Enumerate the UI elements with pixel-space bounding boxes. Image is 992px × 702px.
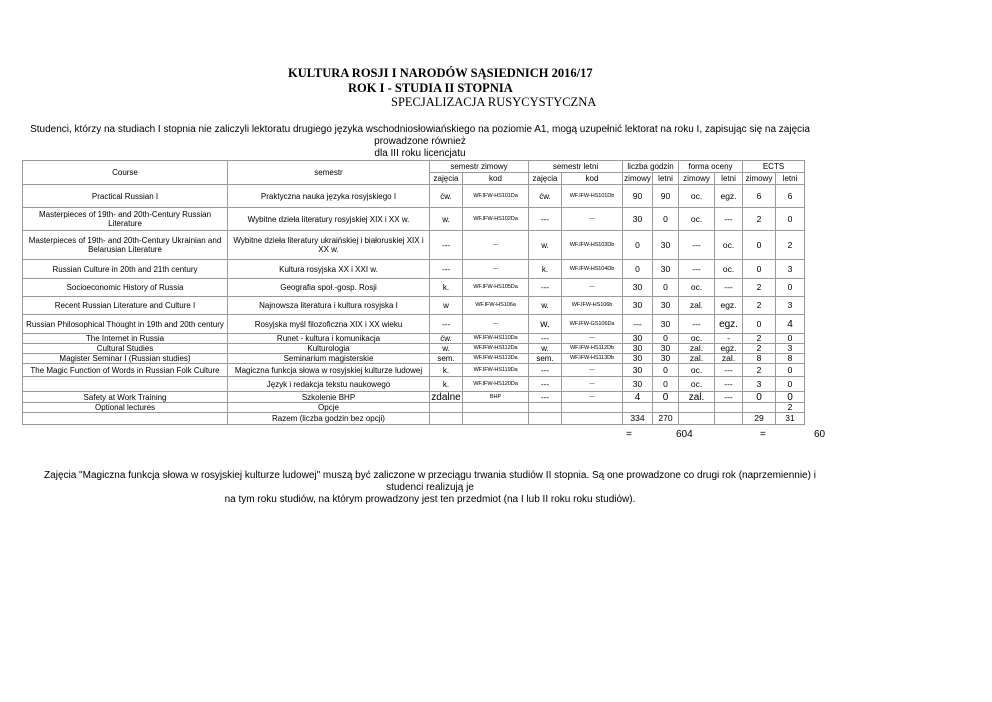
- ects-summer-cell: 0: [776, 279, 805, 297]
- ects-winter-cell: 2: [743, 297, 776, 315]
- table-row: [23, 297, 805, 315]
- ects-summer-cell: 0: [776, 364, 805, 377]
- summer-class-type-cell: ---: [529, 334, 562, 344]
- grading-summer-cell: ---: [715, 377, 743, 392]
- ects-summer-cell: 3: [776, 260, 805, 279]
- ects-winter-cell: 0: [743, 315, 776, 334]
- intro-line: dla III roku licencjatu: [374, 148, 466, 159]
- winter-code-cell: WF.IFW-HS102Da: [463, 208, 529, 231]
- semestr-cell: Magiczna funkcja słowa w rosyjskiej kulturze ludowej: [228, 364, 430, 377]
- ects-summer-cell: 3: [776, 344, 805, 354]
- summer-class-type-cell: w.: [529, 344, 562, 354]
- hours-winter-cell: 0: [623, 231, 653, 260]
- table-row: [23, 334, 805, 344]
- winter-code-cell: BHP: [463, 392, 529, 403]
- winter-code-cell: ---: [463, 260, 529, 279]
- grading-summer-cell: egz.: [715, 315, 743, 334]
- header-semestr: semestr: [228, 161, 430, 185]
- course-cell: Recent Russian Literature and Culture I: [23, 297, 228, 315]
- winter-class-type-cell: ---: [430, 260, 463, 279]
- winter-class-type-cell: w: [430, 297, 463, 315]
- summer-code-cell: WF.IFW-HS101Db: [562, 185, 623, 208]
- summer-class-type-cell: ---: [529, 208, 562, 231]
- grading-winter-cell: oc.: [679, 334, 715, 344]
- ects-summer-cell: 6: [776, 185, 805, 208]
- document-title: KULTURA ROSJI I NARODÓW SĄSIEDNICH 2016/17: [288, 66, 593, 80]
- grading-winter-cell: ---: [679, 260, 715, 279]
- course-cell: The Magic Function of Words in Russian Folk Culture: [23, 364, 228, 377]
- ects-total: 60: [814, 429, 826, 440]
- winter-class-type-cell: ćw.: [430, 334, 463, 344]
- hours-summer-cell: [653, 403, 679, 413]
- summer-code-cell: WF.IFW-HS103Db: [562, 231, 623, 260]
- hours-summer-cell: 0: [653, 334, 679, 344]
- ects-winter-cell: 2: [743, 344, 776, 354]
- winter-class-type-cell: w.: [430, 344, 463, 354]
- subheader-letni: letni: [776, 173, 805, 185]
- subheader-zajecia: zajęcia: [529, 173, 562, 185]
- summer-class-type-cell: w.: [529, 315, 562, 334]
- winter-code-cell: WF.IFW-HS120Da: [463, 377, 529, 392]
- grading-winter-cell: zal.: [679, 297, 715, 315]
- ects-summer-cell: 31: [776, 413, 805, 425]
- ects-winter-cell: 2: [743, 334, 776, 344]
- grading-winter-cell: oc.: [679, 377, 715, 392]
- header-forma-oceny: forma oceny: [679, 161, 743, 173]
- document-year-level: ROK I - STUDIA II STOPNIA: [348, 81, 513, 95]
- hours-summer-cell: 0: [653, 208, 679, 231]
- grading-summer-cell: [715, 413, 743, 425]
- hours-summer-cell: 0: [653, 377, 679, 392]
- summer-code-cell: ---: [562, 208, 623, 231]
- grading-summer-cell: oc.: [715, 260, 743, 279]
- winter-code-cell: ---: [463, 315, 529, 334]
- grading-winter-cell: oc.: [679, 279, 715, 297]
- summer-code-cell: ---: [562, 392, 623, 403]
- ects-winter-cell: 3: [743, 377, 776, 392]
- summer-code-cell: WF.IFW-HS112Db: [562, 344, 623, 354]
- hours-winter-cell: 30: [623, 364, 653, 377]
- summer-class-type-cell: sem.: [529, 354, 562, 364]
- winter-class-type-cell: zdalne: [431, 391, 461, 403]
- summer-class-type-cell: w.: [529, 231, 562, 260]
- subheader-zimowy: zimowy: [624, 174, 651, 183]
- footnote-line: Zajęcia "Magiczna funkcja słowa w rosyjskiej kulturze ludowej" muszą być zaliczone w przeciągu trwania studiów II stopnia. Są one prowadzone co drugi rok (naprzemiennie) i studenci realizują je: [44, 470, 816, 493]
- hours-winter-cell: 30: [623, 344, 653, 354]
- grading-winter-cell: zal.: [679, 354, 715, 364]
- semestr-cell: Geografia społ.-gosp. Rosji: [228, 279, 430, 297]
- winter-class-type-cell: [430, 403, 463, 413]
- summer-code-cell: WF.IFW-GS106Da: [562, 315, 623, 334]
- grading-summer-cell: ---: [715, 392, 743, 403]
- summer-class-type-cell: ---: [529, 364, 562, 377]
- semestr-cell: Kulturologia: [228, 344, 430, 354]
- ects-summer-cell: 2: [776, 403, 805, 413]
- grading-summer-cell: egz.: [715, 297, 743, 315]
- hours-summer-cell: 0: [653, 364, 679, 377]
- semestr-cell: Wybitne dzieła literatury ukraińskiej i białoruskiej XIX i XX w.: [228, 231, 430, 260]
- subheader-zimowy: zimowy: [679, 173, 715, 185]
- course-cell: Magister Seminar I (Russian studies): [23, 354, 228, 364]
- hours-winter-cell: 30: [623, 208, 653, 231]
- header-liczba-godzin: liczba godzin: [623, 161, 679, 173]
- summer-class-type-cell: w.: [529, 297, 562, 315]
- ects-winter-cell: 29: [743, 413, 776, 425]
- grading-summer-cell: egz.: [715, 344, 743, 354]
- grading-winter-cell: ---: [679, 231, 715, 260]
- ects-summer-cell: 3: [776, 297, 805, 315]
- summer-code-cell: ---: [562, 377, 623, 392]
- summer-class-type-cell: ---: [529, 392, 562, 403]
- winter-class-type-cell: [430, 413, 463, 425]
- winter-class-type-cell: ---: [430, 231, 463, 260]
- table-row: [23, 315, 805, 334]
- winter-code-cell: WF.IFW-HS106a: [463, 297, 529, 315]
- grading-winter-cell: zal.: [679, 344, 715, 354]
- winter-class-type-cell: ---: [430, 315, 463, 334]
- winter-class-type-cell: w.: [430, 208, 463, 231]
- hours-winter-cell: 30: [623, 297, 653, 315]
- intro-note: [20, 124, 820, 160]
- course-cell: The Internet in Russia: [23, 334, 228, 344]
- semestr-cell: Seminarium magisterskie: [228, 354, 430, 364]
- course-cell: Cultural Studies: [23, 344, 228, 354]
- table-row: [23, 392, 805, 403]
- table-row: [23, 403, 805, 413]
- hours-summer-cell: 270: [653, 413, 679, 425]
- ects-summer-cell: 2: [776, 231, 805, 260]
- hours-winter-cell: 30: [623, 377, 653, 392]
- ects-winter-cell: [743, 403, 776, 413]
- semestr-cell: Wybitne dzieła literatury rosyjskiej XIX i XX w.: [228, 208, 430, 231]
- winter-code-cell: WF.IFW-HS119Da: [463, 364, 529, 377]
- summer-class-type-cell: [529, 403, 562, 413]
- curriculum-table: [22, 160, 805, 425]
- ects-winter-cell: 0: [743, 392, 776, 403]
- course-cell: Safety at Work Training: [23, 392, 228, 403]
- course-cell: Socioeconomic History of Russia: [23, 279, 228, 297]
- winter-class-type-cell: k.: [430, 377, 463, 392]
- summer-class-type-cell: ---: [529, 377, 562, 392]
- summer-code-cell: WF.IFW-HS113Db: [562, 354, 623, 364]
- summer-code-cell: ---: [562, 334, 623, 344]
- ects-summer-cell: 8: [776, 354, 805, 364]
- subheader-zimowy: zimowy: [743, 173, 776, 185]
- winter-code-cell: WF.IFW-HS113Da: [463, 354, 529, 364]
- course-cell: [23, 413, 228, 425]
- winter-code-cell: WF.IFW-HS101Da: [463, 185, 529, 208]
- winter-code-cell: WF.IFW-HS110Da: [463, 334, 529, 344]
- hours-winter-cell: 0: [623, 260, 653, 279]
- semestr-cell: Runet - kultura i komunikacja: [228, 334, 430, 344]
- grading-summer-cell: ---: [715, 279, 743, 297]
- course-cell: [23, 377, 228, 392]
- ects-winter-cell: 2: [743, 208, 776, 231]
- winter-code-cell: ---: [463, 231, 529, 260]
- hours-winter-cell: 90: [623, 185, 653, 208]
- semestr-cell: Szkolenie BHP: [228, 392, 430, 403]
- footnote: [30, 470, 830, 506]
- hours-winter-cell: 30: [623, 334, 653, 344]
- grading-summer-cell: [715, 403, 743, 413]
- subheader-kod: kod: [463, 173, 529, 185]
- winter-class-type-cell: k.: [430, 279, 463, 297]
- table-row: [23, 185, 805, 208]
- subheader-letni: letni: [715, 173, 743, 185]
- semestr-cell: Najnowsza literatura i kultura rosyjska I: [228, 297, 430, 315]
- table-row: [23, 413, 805, 425]
- hours-equals: =: [626, 429, 632, 440]
- table-row: [23, 354, 805, 364]
- table-row: [23, 260, 805, 279]
- header-course: Course: [23, 161, 228, 185]
- grading-winter-cell: zal.: [679, 392, 715, 403]
- table-row: [23, 231, 805, 260]
- summer-class-type-cell: [529, 413, 562, 425]
- summer-code-cell: [562, 403, 623, 413]
- hours-summer-cell: 0: [653, 279, 679, 297]
- intro-line: Studenci, którzy na studiach I stopnia nie zaliczyli lektoratu drugiego języka wschodniosłowiańskiego na poziomie A1, mogą uzupełnić lektorat na roku I, zapisując się na zajęcia prowadzone również: [30, 124, 810, 147]
- hours-summer-cell: 30: [653, 354, 679, 364]
- winter-class-type-cell: sem.: [430, 354, 463, 364]
- header-semestr-letni: semestr letni: [529, 161, 623, 173]
- semestr-cell: Razem (liczba godzin bez opcji): [228, 413, 430, 425]
- subheader-kod: kod: [562, 173, 623, 185]
- grading-summer-cell: zal.: [715, 354, 743, 364]
- hours-summer-cell: 30: [653, 315, 679, 334]
- winter-code-cell: WF.IFW-HS112Da: [463, 344, 529, 354]
- hours-winter-cell: 4: [623, 392, 653, 403]
- grading-winter-cell: oc.: [679, 364, 715, 377]
- grading-summer-cell: egz.: [715, 185, 743, 208]
- summer-code-cell: ---: [562, 279, 623, 297]
- hours-total: 604: [676, 429, 693, 440]
- grading-summer-cell: ---: [715, 208, 743, 231]
- subheader-zajecia: zajęcia: [430, 173, 463, 185]
- ects-winter-cell: 8: [743, 354, 776, 364]
- ects-summer-cell: 0: [776, 208, 805, 231]
- grading-summer-cell: ---: [715, 364, 743, 377]
- grading-summer-cell: oc.: [715, 231, 743, 260]
- winter-class-type-cell: k.: [430, 364, 463, 377]
- hours-winter-cell: 334: [623, 413, 653, 425]
- semestr-cell: Język i redakcja tekstu naukowego: [228, 377, 430, 392]
- summer-code-cell: WF.IFW-HS106b: [562, 297, 623, 315]
- semestr-cell: Rosyjska myśl filozoficzna XIX i XX wieku: [228, 315, 430, 334]
- hours-summer-cell: 0: [653, 392, 679, 403]
- summer-code-cell: [562, 413, 623, 425]
- hours-summer-cell: 30: [653, 344, 679, 354]
- course-cell: Russian Philosophical Thought in 19th and 20th century: [23, 315, 228, 334]
- grading-winter-cell: [679, 403, 715, 413]
- hours-summer-cell: 30: [653, 231, 679, 260]
- summer-class-type-cell: k.: [529, 260, 562, 279]
- hours-summer-cell: 30: [653, 297, 679, 315]
- course-cell: Masterpieces of 19th- and 20th-Century Ukrainian and Belarusian Literature: [23, 231, 228, 260]
- header-ects: ECTS: [743, 161, 805, 173]
- header-semestr-zimowy: semestr zimowy: [430, 161, 529, 173]
- document-specialization: SPECJALIZACJA RUSYCYSTYCZNA: [391, 95, 597, 109]
- winter-code-cell: [463, 403, 529, 413]
- hours-winter-cell: [623, 403, 653, 413]
- hours-summer-cell: 30: [653, 260, 679, 279]
- ects-equals: =: [760, 429, 766, 440]
- ects-summer-cell: 0: [776, 334, 805, 344]
- summer-class-type-cell: ćw.: [529, 185, 562, 208]
- subheader-letni: letni: [653, 173, 679, 185]
- table-row: [23, 344, 805, 354]
- winter-code-cell: WF.IFW-HS105Da: [463, 279, 529, 297]
- hours-winter-cell: ---: [623, 315, 653, 334]
- hours-winter-cell: 30: [623, 279, 653, 297]
- hours-summer-cell: 90: [653, 185, 679, 208]
- table-row: [23, 364, 805, 377]
- ects-summer-cell: 0: [776, 392, 805, 403]
- semestr-cell: Kultura rosyjska XX i XXI w.: [228, 260, 430, 279]
- ects-winter-cell: 0: [743, 260, 776, 279]
- hours-winter-cell: 30: [623, 354, 653, 364]
- ects-winter-cell: 0: [743, 231, 776, 260]
- course-cell: Practical Russian I: [23, 185, 228, 208]
- summer-class-type-cell: ---: [529, 279, 562, 297]
- grading-winter-cell: ---: [679, 315, 715, 334]
- grading-winter-cell: [679, 413, 715, 425]
- semestr-cell: Opcje: [228, 403, 430, 413]
- ects-winter-cell: 2: [743, 279, 776, 297]
- course-cell: Optional lectures: [23, 403, 228, 413]
- ects-winter-cell: 2: [743, 364, 776, 377]
- table-row: [23, 208, 805, 231]
- summer-code-cell: ---: [562, 364, 623, 377]
- winter-class-type-cell: ćw.: [430, 185, 463, 208]
- winter-code-cell: [463, 413, 529, 425]
- grading-winter-cell: oc.: [679, 185, 715, 208]
- table-row: [23, 279, 805, 297]
- ects-summer-cell: 0: [776, 377, 805, 392]
- course-cell: Masterpieces of 19th- and 20th-Century Russian Literature: [23, 208, 228, 231]
- grading-summer-cell: -: [715, 334, 743, 344]
- ects-summer-cell: 4: [776, 315, 805, 334]
- semestr-cell: Praktyczna nauka języka rosyjskiego I: [228, 185, 430, 208]
- footnote-line: na tym roku studiów, na którym prowadzony jest ten przedmiot (na I lub II roku roku studiów).: [224, 494, 636, 505]
- ects-winter-cell: 6: [743, 185, 776, 208]
- summer-code-cell: WF.IFW-HS104Db: [562, 260, 623, 279]
- grading-winter-cell: oc.: [679, 208, 715, 231]
- course-cell: Russian Culture in 20th and 21th century: [23, 260, 228, 279]
- table-row: [23, 377, 805, 392]
